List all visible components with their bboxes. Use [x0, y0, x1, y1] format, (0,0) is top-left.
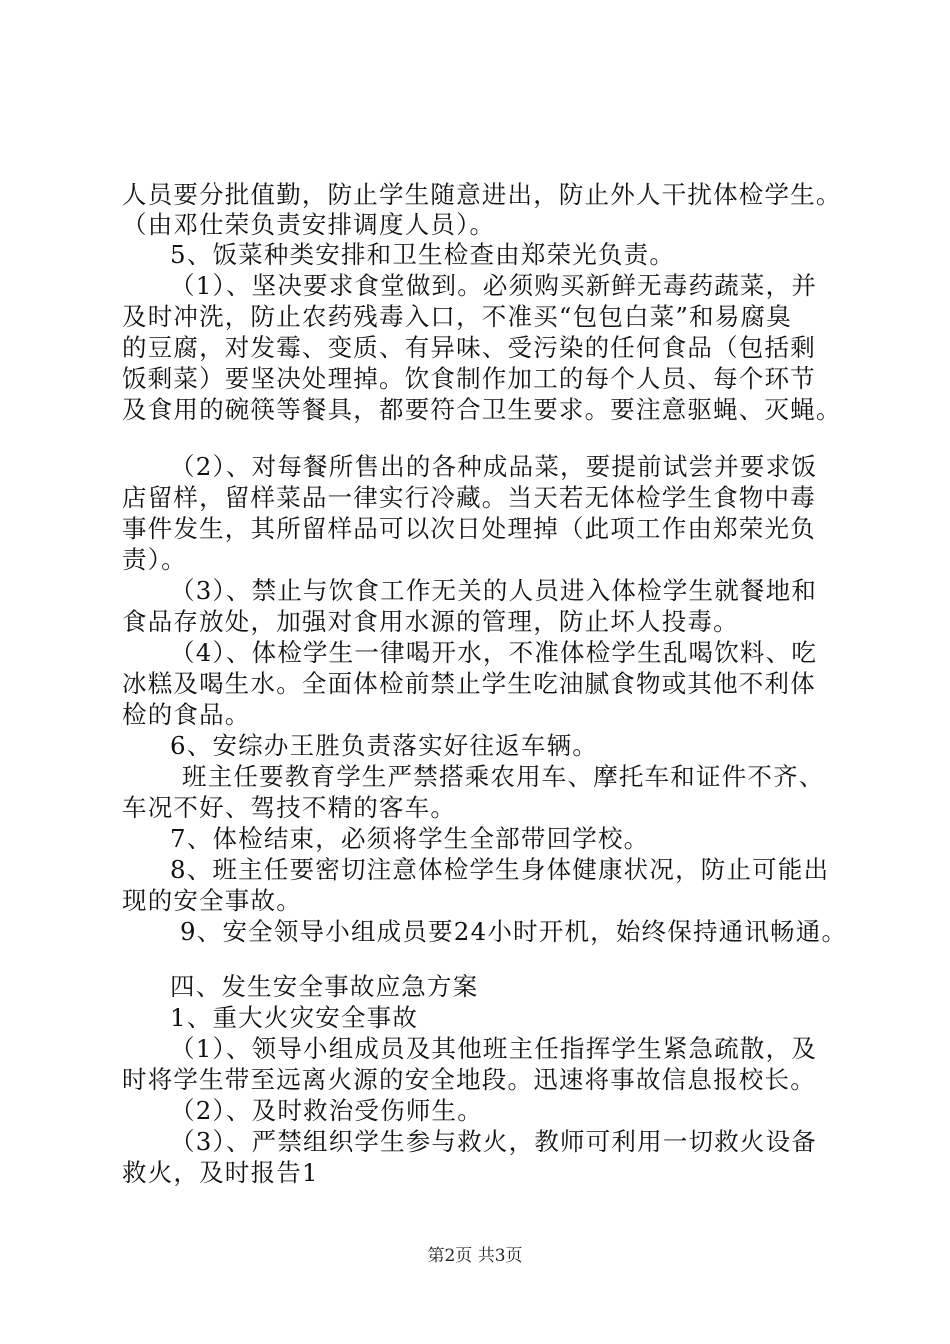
text-line: （4）、体检学生一律喝开水，不准体检学生乱喝饮料、吃	[170, 638, 818, 667]
text-line: 店留样，留样菜品一律实行冷藏。当天若无体检学生食物中毒	[122, 483, 816, 512]
text-line: 检的食品。	[122, 700, 251, 729]
text-line: 时将学生带至远离火源的安全地段。迅速将事故信息报校长。	[122, 1065, 816, 1094]
page-number-footer: 第2页 共3页	[427, 1246, 523, 1266]
text-line: 9、安全领导小组成员要24小时开机，始终保持通讯畅通。	[180, 917, 848, 946]
text-line: （1）、领导小组成员及其他班主任指挥学生紧急疏散，及	[170, 1034, 818, 1063]
text-line: 7、体检结束，必须将学生全部带回学校。	[170, 824, 650, 853]
subsection-heading: 1、重大火灾安全事故	[170, 1003, 419, 1032]
text-line: 责）。	[122, 545, 187, 574]
text-line: （3）、严禁组织学生参与救火，教师可利用一切救火设备	[170, 1127, 818, 1156]
text-line: 救火，及时报告1	[122, 1158, 319, 1187]
text-line: 车况不好、驾技不精的客车。	[122, 793, 457, 822]
text-line: （3）、禁止与饮食工作无关的人员进入体检学生就餐地和	[170, 576, 818, 605]
text-line: 的豆腐，对发霉、变质、有异味、受污染的任何食品（包括剩	[122, 333, 816, 362]
text-line: 班主任要教育学生严禁搭乘农用车、摩托车和证件不齐、	[182, 762, 825, 791]
text-line: （1）、坚决要求食堂做到。必须购买新鲜无毒药蔬菜，并	[170, 271, 818, 300]
text-line: （2）、及时救治受伤师生。	[170, 1096, 483, 1125]
text-line: （2）、对每餐所售出的各种成品菜，要提前试尝并要求饭	[170, 452, 818, 481]
text-line: 现的安全事故。	[122, 886, 302, 915]
text-line: 饭剩菜）要坚决处理掉。饮食制作加工的每个人员、每个环节	[122, 364, 816, 393]
text-line: 事件发生，其所留样品可以次日处理掉（此项工作由郑荣光负	[122, 514, 816, 543]
text-line: 5、饭菜种类安排和卫生检查由郑荣光负责。	[170, 240, 676, 269]
section-heading: 四、发生安全事故应急方案	[170, 972, 479, 1001]
text-line: 6、安综办王胜负责落实好往返车辆。	[170, 731, 598, 760]
text-line: 及食用的碗筷等餐具，都要符合卫生要求。要注意驱蝇、灭蝇。	[122, 395, 842, 424]
text-line: 食品存放处，加强对食用水源的管理，防止坏人投毒。	[122, 607, 739, 636]
text-line: 及时冲洗，防止农药残毒入口，不准买“包包白菜”和易腐臭	[122, 302, 792, 331]
text-line: 8、班主任要密切注意体检学生身体健康状况，防止可能出	[170, 855, 830, 884]
text-line: （由邓仕荣负责安排调度人员）。	[122, 210, 496, 239]
text-line: 人员要分批值勤，防止学生随意进出，防止外人干扰体检学生。	[122, 180, 842, 209]
text-line: 冰糕及喝生水。全面体检前禁止学生吃油腻食物或其他不利体	[122, 669, 816, 698]
